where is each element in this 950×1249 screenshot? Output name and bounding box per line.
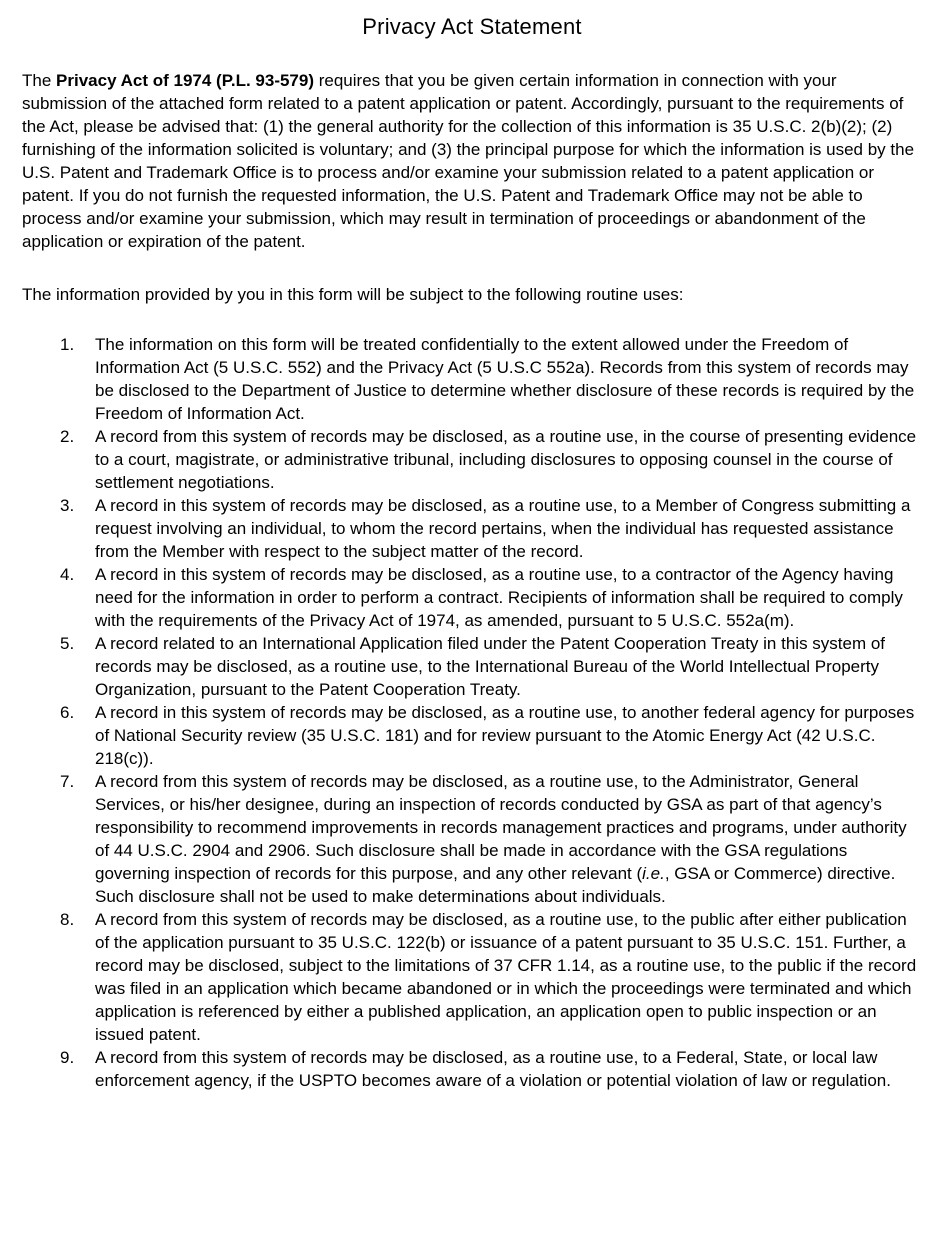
routine-use-item [22, 908, 922, 1046]
text-segment: A record from this system of records may be disclosed, as a routine use, to the public after either publication of the application pursuant to 35 U.S.C. 122(b) or issuance of a patent pursuant to 35 U.S.C. 151. Further, a record may be disclosed, subject to the limitations of 37 CFR 1.14, as a routine use, to the public if the record was filed in an application which became abandoned or in which the proceedings were terminated and which application is referenced by either a published application, an application open to public inspection or an issued patent. [95, 910, 917, 1044]
text-segment: A record in this system of records may be disclosed, as a routine use, to a Member of Congress submitting a request involving an individual, to whom the record pertains, when the individual has requested assistance from the Member with respect to the subject matter of the record. [95, 496, 911, 561]
text-segment: A record related to an International Application filed under the Patent Cooperation Treaty in this system of records may be disclosed, as a routine use, to the International Bureau of the World Intellectual Property Organization, pursuant to the Patent Cooperation Treaty. [95, 634, 886, 699]
text-segment: requires that you be given certain information in connection with your submission of the attached form related to a patent application or patent. Accordingly, pursuant to the requirements of the Act, please be advised that: (1) the general authority for the collection of this information is 35 U.S.C. 2(b)(2); (2) furnishing of the information solicited is voluntary; and (3) the principal purpose for which the information is used by the U.S. Patent and Trademark Office is to process and/or examine your submission related to a patent application or patent. If you do not furnish the requested information, the U.S. Patent and Trademark Office may not be able to process and/or examine your submission, which may result in termination of proceedings or abandonment of the application or expiration of the patent. [22, 71, 915, 251]
item-text [95, 632, 922, 701]
item-text [95, 701, 922, 770]
text-segment: A record from this system of records may be disclosed, as a routine use, to a Federal, State, or local law enforcement agency, if the USPTO becomes aware of a violation or potential violation of law or regulation. [95, 1048, 891, 1090]
item-number: 7. [60, 772, 75, 791]
item-text [95, 563, 922, 632]
item-number: 2. [60, 427, 75, 446]
privacy-act-statement-document [0, 14, 950, 1249]
item-number: 3. [60, 496, 75, 515]
item-number: 5. [60, 634, 75, 653]
item-text [95, 770, 922, 908]
routine-uses-list [22, 333, 922, 1092]
item-number: 4. [60, 565, 75, 584]
item-text [95, 1046, 922, 1092]
text-segment: i.e. [642, 864, 665, 883]
item-number: 6. [60, 703, 75, 722]
item-number: 1. [60, 335, 75, 354]
routine-use-item [22, 563, 922, 632]
text-segment: , GSA or Commerce) directive. Such disclosure shall not be used to make determinations about individuals. [95, 864, 896, 906]
page-title: Privacy Act Statement [362, 14, 582, 39]
item-number: 8. [60, 910, 75, 929]
routine-use-item [22, 1046, 922, 1092]
text-segment: A record in this system of records may be disclosed, as a routine use, to another federal agency for purposes of National Security review (35 U.S.C. 181) and for review pursuant to the Atomic Energy Act (42 U.S.C. 218(c)). [95, 703, 915, 768]
routine-uses-lead: The information provided by you in this form will be subject to the following routine uses: [22, 285, 684, 304]
item-text [95, 425, 922, 494]
routine-use-item [22, 632, 922, 701]
text-segment: A record from this system of records may be disclosed, as a routine use, in the course of presenting evidence to a court, magistrate, or administrative tribunal, including disclosures to opposing counsel in the course of settlement negotiations. [95, 427, 917, 492]
item-text [95, 333, 922, 425]
item-text [95, 494, 922, 563]
document-page [0, 14, 950, 1249]
routine-use-item [22, 494, 922, 563]
text-segment: A record in this system of records may be disclosed, as a routine use, to a contractor of the Agency having need for the information in order to perform a contract. Recipients of information shall be required to comply with the requirements of the Privacy Act of 1974, as amended, pursuant to 5 U.S.C. 552a(m). [95, 565, 903, 630]
routine-use-item [22, 333, 922, 425]
text-segment: A record from this system of records may be disclosed, as a routine use, to the Administrator, General Services, or his/her designee, during an inspection of records conducted by GSA as part of that agency’s responsibility to recommend improvements in records management practices and programs, under authority of 44 U.S.C. 2904 and 2906. Such disclosure shall be made in accordance with the GSA regulations governing inspection of records for this purpose, and any other relevant ( [95, 772, 907, 883]
text-segment: Privacy Act of 1974 (P.L. 93-579) [56, 71, 315, 90]
item-text [95, 908, 922, 1046]
routine-use-item [22, 425, 922, 494]
item-number: 9. [60, 1048, 75, 1067]
routine-use-item [22, 770, 922, 908]
intro-paragraph [22, 69, 922, 253]
text-segment: The information on this form will be treated confidentially to the extent allowed under the Freedom of Information Act (5 U.S.C. 552) and the Privacy Act (5 U.S.C 552a). Records from this system of records may be disclosed to the Department of Justice to determine whether disclosure of these records is required by the Freedom of Information Act. [95, 335, 915, 423]
routine-use-item [22, 701, 922, 770]
text-segment: The [22, 71, 57, 90]
